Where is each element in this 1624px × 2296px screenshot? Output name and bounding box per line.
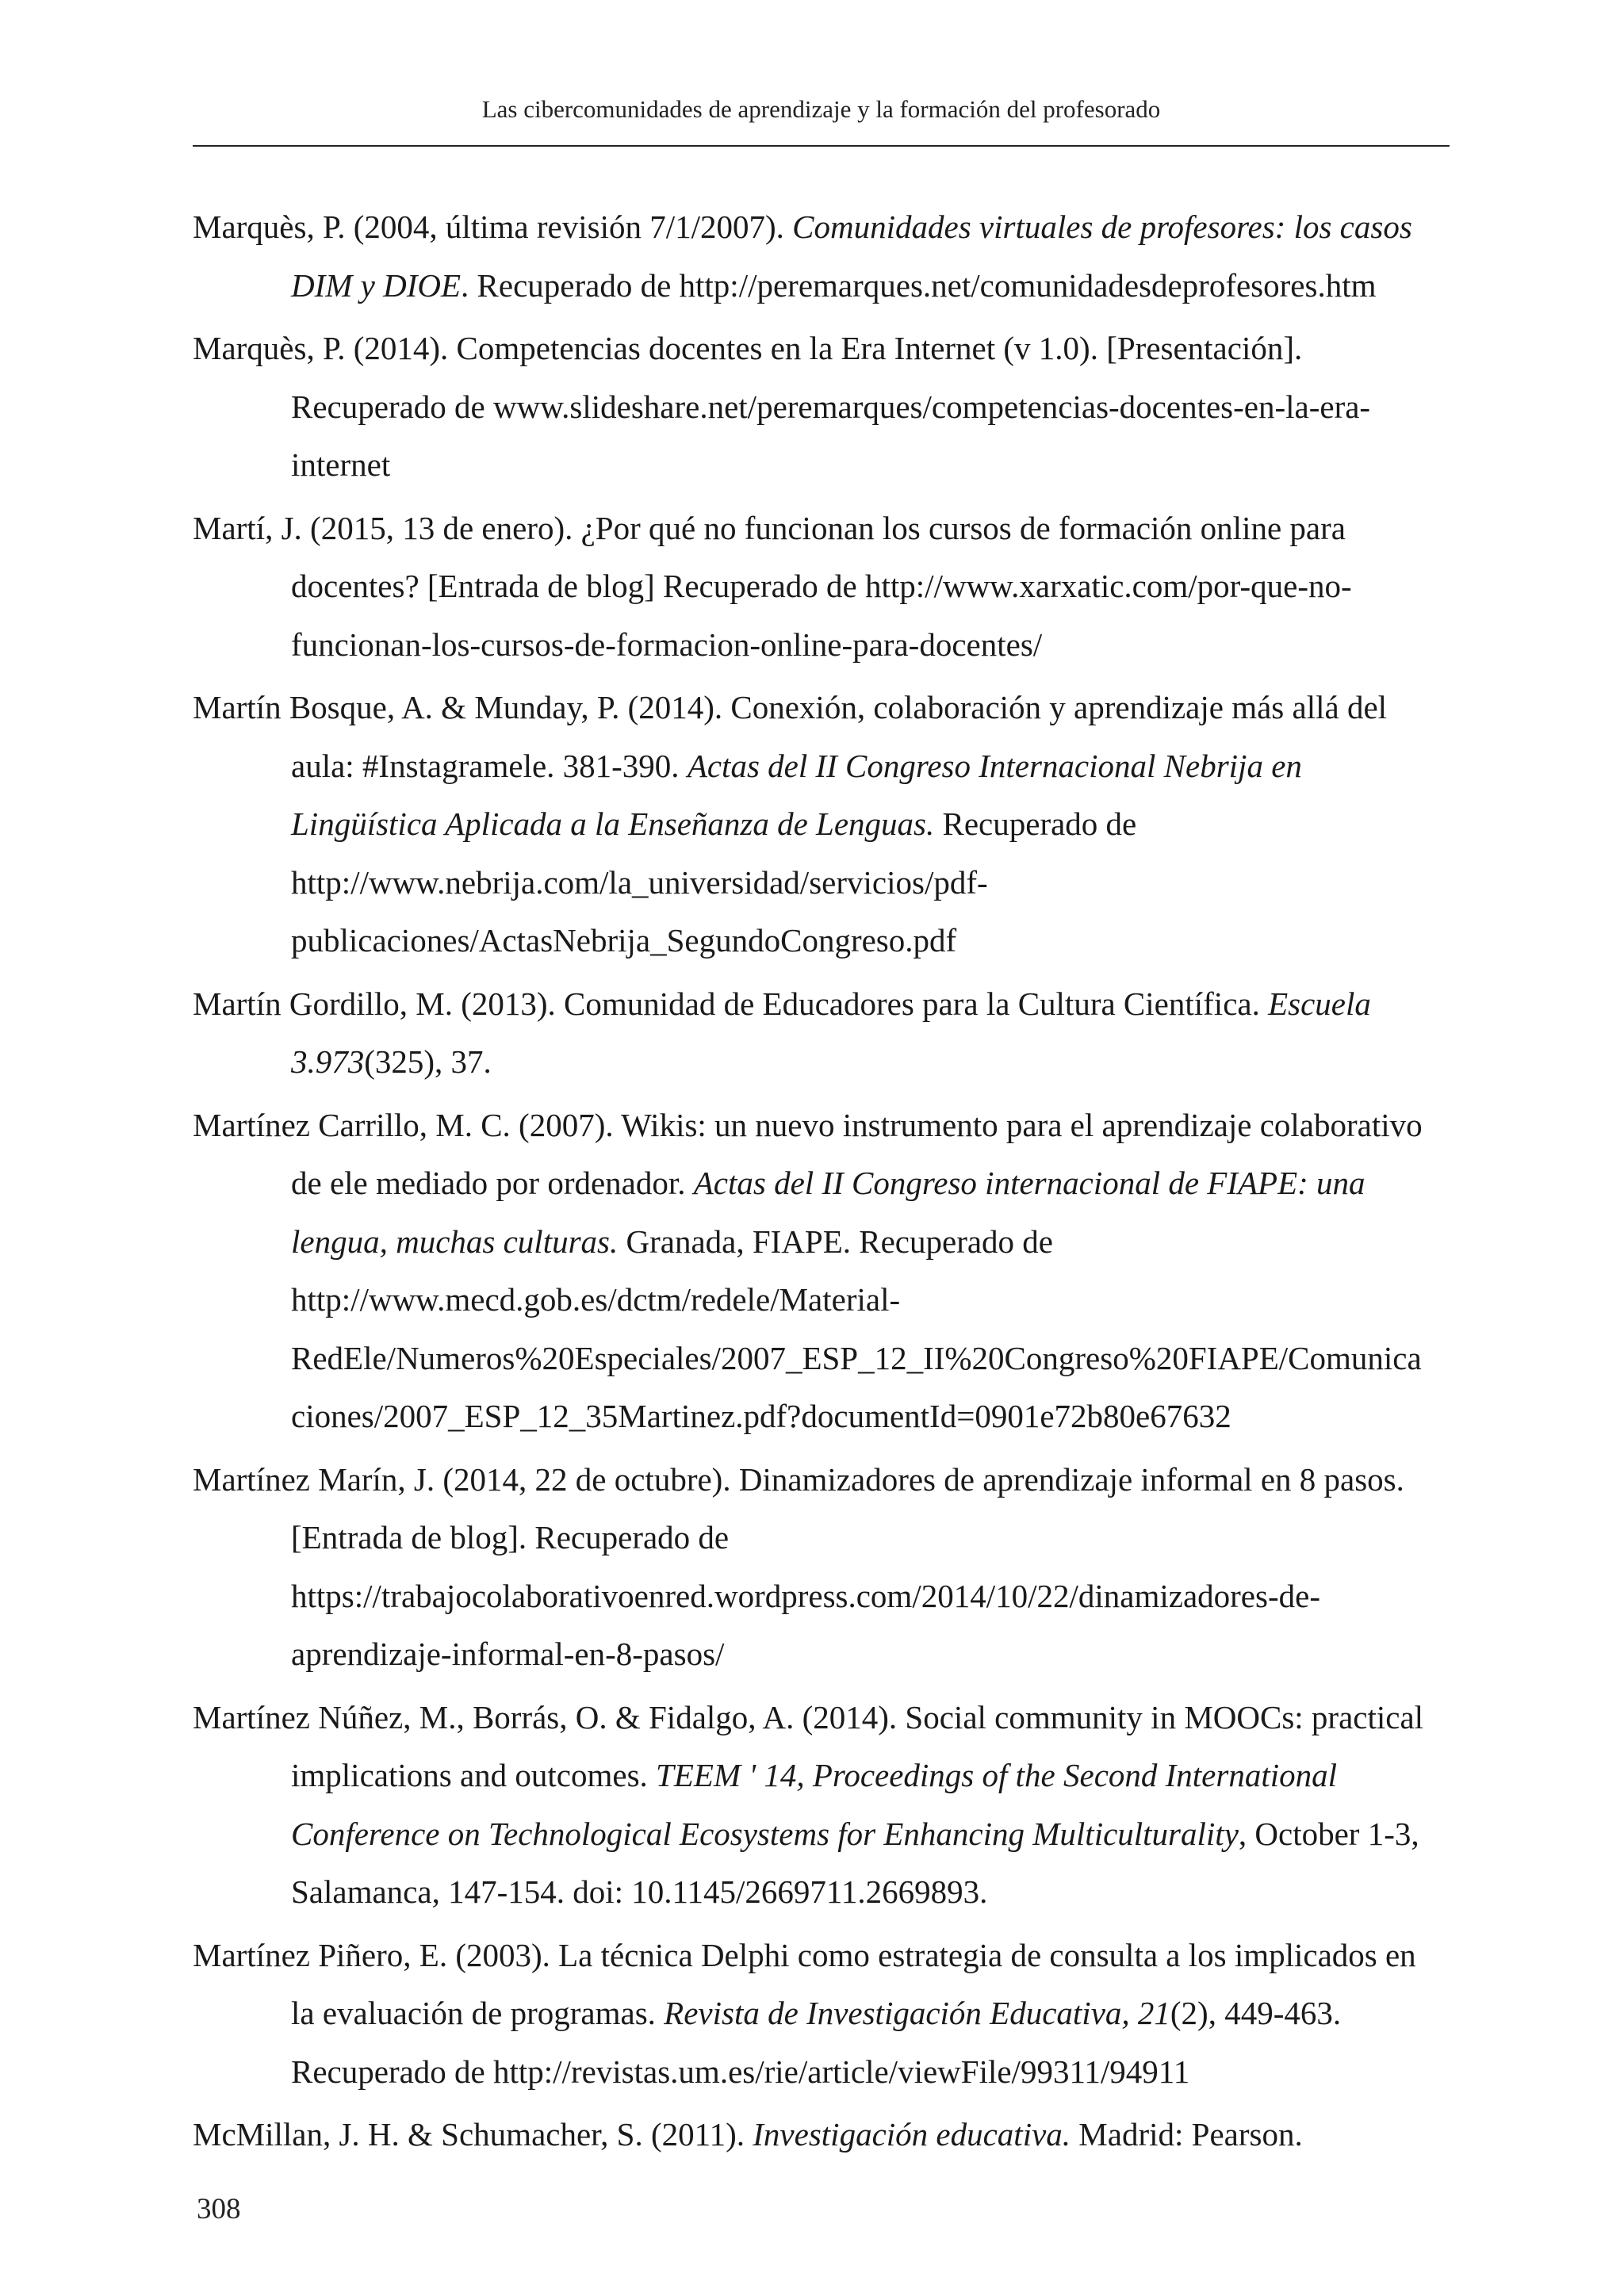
reference-martin-bosque-2014: Martín Bosque, A. & Munday, P. (2014). Conexión, colaboración y aprendizaje más allá del aula: #Instagramele. 381-390. Actas del II Congreso Internacional Nebrija en Lingüística Aplicada a la Enseñanza de Lenguas. Recuperado de http://www.nebrija.com/la_universidad/servicios/pdf- publicaciones/ActasNebrija_SegundoCongreso.pdf (193, 689, 1388, 959)
reference-martinez-pinero-2003: Martínez Piñero, E. (2003). La técnica Delphi como estrategia de consulta a los implicados en la evaluación de programas. Revista de Investigación Educativa, 21(2), 449-463. Recuperado de http://revistas.um.es/rie/article/viewFile/99311/94911 (193, 1936, 1416, 2090)
page-number: 308 (197, 2193, 241, 2225)
reference-martinez-marin-2014: Martínez Marín, J. (2014, 22 de octubre). Dinamizadores de aprendizaje informal en 8 pasos. [Entrada de blog]. Recuperado de https://trabajocolaborativoenred.wordpress.com/2014/10/22/dinamizadores-de- aprendizaje-informal-en-8-pasos/ (193, 1460, 1404, 1672)
reference-marques-2004: Marquès, P. (2004, última revisión 7/1/2007). Comunidades virtuales de profesores: los casos DIM y DIOE. Recuperado de http://peremarques.net/comunidadesdeprofesores.htm (193, 209, 1412, 304)
reference-martinez-carrillo-2007: Martínez Carrillo, M. C. (2007). Wikis: un nuevo instrumento para el aprendizaje colaborativo de ele mediado por ordenador. Actas del II Congreso internacional de FIAPE: una lengua, muchas culturas. Granada, FIAPE. Recuperado de http://www.mecd.gob.es/dctm/redele/Material- RedEle/Numeros%20Especiales/2007_ESP_12_II%20Congreso%20FIAPE/Comunica ciones/2007_ESP_12_35Martinez.pdf?documentId=0901e72b80e67632 (193, 1106, 1423, 1434)
reference-marques-2014: Marquès, P. (2014). Competencias docentes en la Era Internet (v 1.0). [Presentación]. Recuperado de www.slideshare.net/peremarques/competencias-docentes-en-la-era- internet (193, 330, 1371, 483)
reference-marti-2015: Martí, J. (2015, 13 de enero). ¿Por qué no funcionan los cursos de formación online para docentes? [Entrada de blog] Recuperado de http://www.xarxatic.com/por-que-no- funcionan-los-cursos-de-formacion-online-para-docentes/ (193, 509, 1352, 663)
header-rule (193, 145, 1450, 147)
running-header: Las cibercomunidades de aprendizaje y la formación del profesorado (481, 95, 1161, 123)
reference-mcmillan-2011: McMillan, J. H. & Schumacher, S. (2011). Investigación educativa. Madrid: Pearson. (193, 2116, 1303, 2152)
reference-list (193, 198, 1461, 2169)
reference-martinez-nunez-2014: Martínez Núñez, M., Borrás, O. & Fidalgo, A. (2014). Social community in MOOCs: practical implications and outcomes. TEEM ' 14, Proceedings of the Second International Conference on Technological Ecosystems for Enhancing Multiculturality, October 1-3, Salamanca, 147-154. doi: 10.1145/2669711.2669893. (193, 1698, 1424, 1910)
reference-martin-gordillo-2013: Martín Gordillo, M. (2013). Comunidad de Educadores para la Cultura Científica. Escuela 3.973(325), 37. (193, 985, 1371, 1080)
